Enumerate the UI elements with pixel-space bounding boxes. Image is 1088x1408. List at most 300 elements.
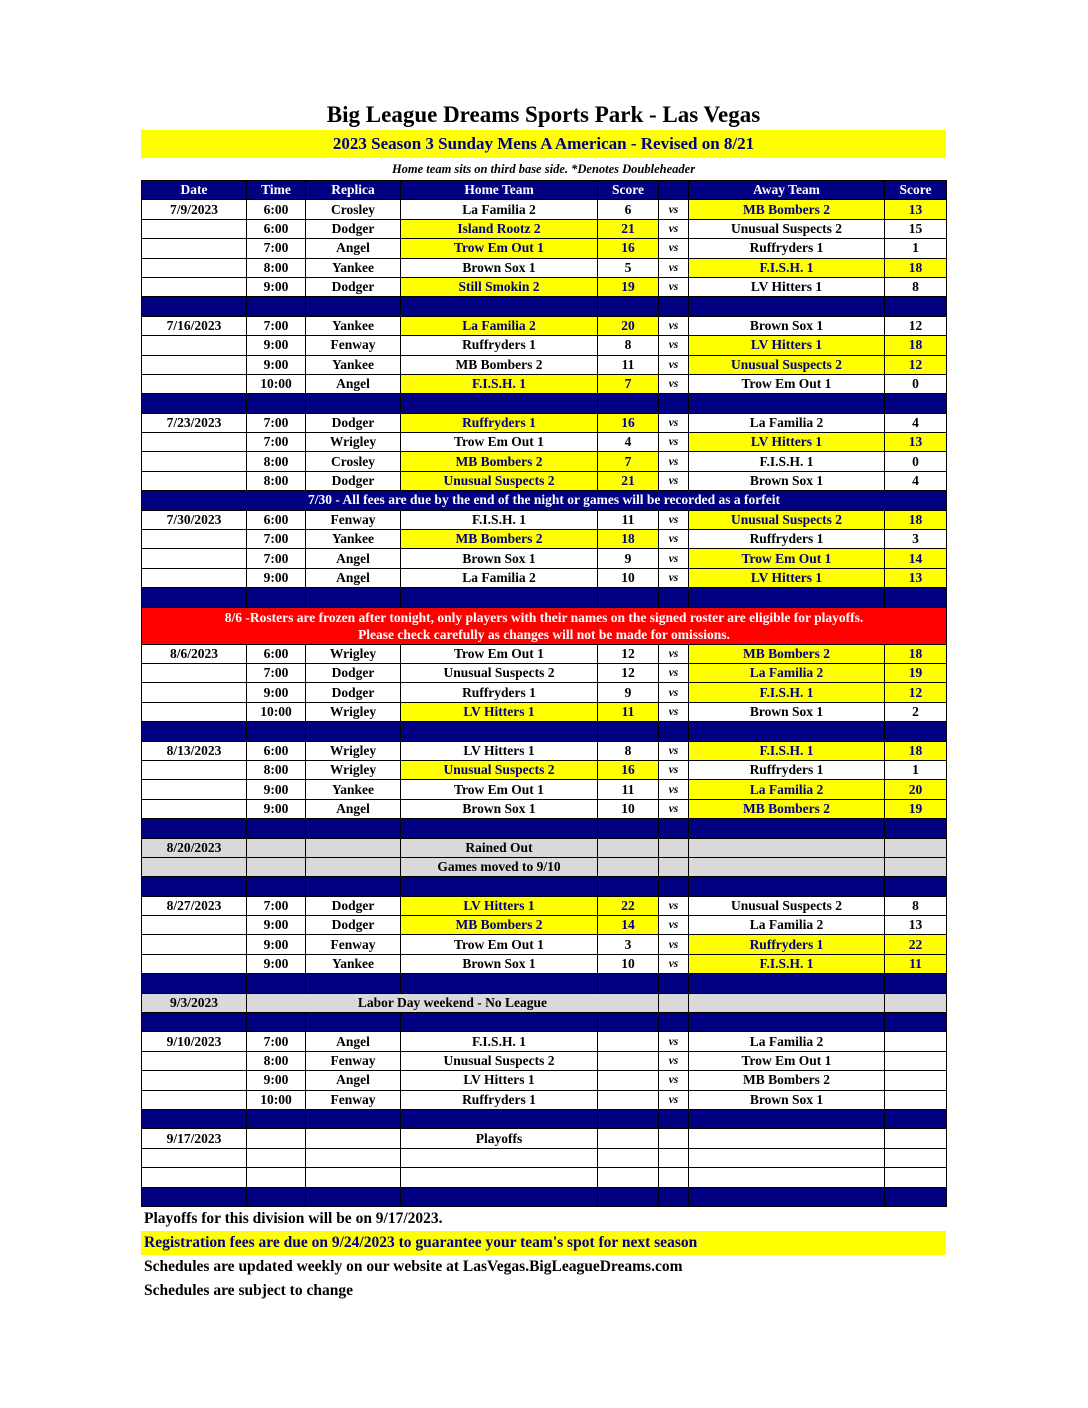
separator-cell: [247, 722, 306, 741]
separator-cell: [659, 1013, 689, 1032]
game-time: 10:00: [247, 702, 306, 721]
empty-cell: [885, 993, 947, 1012]
away-score: 18: [885, 644, 947, 663]
roster-freeze-line-2: Please check carefully as changes will not be made for omissions.: [358, 626, 730, 642]
home-team: Ruffryders 1: [401, 413, 598, 432]
game-field: Wrigley: [306, 644, 401, 663]
game-field: Fenway: [306, 1051, 401, 1070]
vs-label: vs: [659, 1051, 689, 1070]
vs-label: vs: [659, 799, 689, 818]
home-team: Brown Sox 1: [401, 954, 598, 973]
away-team: Brown Sox 1: [689, 702, 885, 721]
home-score: 10: [598, 799, 659, 818]
away-team: MB Bombers 2: [689, 644, 885, 663]
game-field: Yankee: [306, 530, 401, 549]
home-score: 7: [598, 374, 659, 393]
game-date: [142, 1071, 247, 1090]
away-score: 4: [885, 471, 947, 490]
away-team: Brown Sox 1: [689, 316, 885, 335]
separator-cell: [247, 877, 306, 896]
separator-cell: [598, 297, 659, 316]
game-row: [142, 799, 947, 818]
vs-label: vs: [659, 1032, 689, 1051]
away-team: MB Bombers 2: [689, 799, 885, 818]
empty-cell: [659, 1168, 689, 1187]
separator-cell: [598, 722, 659, 741]
away-team: Unusual Suspects 2: [689, 219, 885, 238]
away-score: [885, 1051, 947, 1070]
home-score: 9: [598, 549, 659, 568]
separator-cell: [142, 819, 247, 838]
game-row: [142, 1051, 947, 1070]
home-team: Trow Em Out 1: [401, 780, 598, 799]
game-field: Wrigley: [306, 741, 401, 760]
away-team: La Familia 2: [689, 916, 885, 935]
separator-row: [142, 1013, 947, 1032]
game-field: [306, 1148, 401, 1167]
separator-row: [142, 394, 947, 413]
home-score: 19: [598, 277, 659, 296]
game-row: [142, 1032, 947, 1051]
game-date: [142, 374, 247, 393]
separator-cell: [885, 1013, 947, 1032]
separator-cell: [142, 1109, 247, 1128]
separator-cell: [659, 1109, 689, 1128]
home-score: 10: [598, 954, 659, 973]
game-date: 8/20/2023: [142, 838, 247, 857]
home-score: 21: [598, 471, 659, 490]
game-field: Yankee: [306, 780, 401, 799]
separator-cell: [142, 588, 247, 607]
home-team: Playoffs: [401, 1129, 598, 1148]
game-date: [142, 568, 247, 587]
separator-cell: [689, 722, 885, 741]
vs-label: vs: [659, 452, 689, 471]
game-row: [142, 1071, 947, 1090]
home-score: 16: [598, 760, 659, 779]
game-date: [142, 683, 247, 702]
game-field: [306, 1168, 401, 1187]
game-date: [142, 471, 247, 490]
game-row: [142, 896, 947, 915]
home-team: Ruffryders 1: [401, 1090, 598, 1109]
away-score: 1: [885, 239, 947, 258]
separator-cell: [142, 394, 247, 413]
home-team: Brown Sox 1: [401, 799, 598, 818]
game-row: [142, 644, 947, 663]
game-field: Yankee: [306, 316, 401, 335]
home-score: [598, 1051, 659, 1070]
game-time: 7:00: [247, 896, 306, 915]
separator-cell: [247, 1013, 306, 1032]
home-score: 18: [598, 530, 659, 549]
home-score: 3: [598, 935, 659, 954]
separator-cell: [247, 974, 306, 993]
vs-label: vs: [659, 549, 689, 568]
home-score: 21: [598, 219, 659, 238]
away-score: 12: [885, 316, 947, 335]
separator-cell: [247, 1187, 306, 1206]
home-team: Unusual Suspects 2: [401, 760, 598, 779]
away-team: F.I.S.H. 1: [689, 954, 885, 973]
separator-cell: [401, 1013, 598, 1032]
vs-label: vs: [659, 336, 689, 355]
footer-notes: [141, 1207, 946, 1303]
game-row: [142, 935, 947, 954]
away-score: 20: [885, 780, 947, 799]
separator-cell: [598, 819, 659, 838]
separator-cell: [885, 877, 947, 896]
game-field: [306, 857, 401, 876]
game-time: 9:00: [247, 355, 306, 374]
away-score: 13: [885, 568, 947, 587]
table-header-row: [142, 181, 947, 200]
home-score: [598, 1032, 659, 1051]
game-row: [142, 316, 947, 335]
separator-cell: [401, 974, 598, 993]
vs-label: vs: [659, 683, 689, 702]
away-team: LV Hitters 1: [689, 277, 885, 296]
separator-cell: [401, 588, 598, 607]
vs-label: vs: [659, 568, 689, 587]
home-score: [598, 1071, 659, 1090]
away-team: Unusual Suspects 2: [689, 510, 885, 529]
game-time: 6:00: [247, 644, 306, 663]
empty-cell: [689, 857, 885, 876]
game-time: 9:00: [247, 916, 306, 935]
game-row: [142, 471, 947, 490]
vs-label: vs: [659, 413, 689, 432]
game-time: 9:00: [247, 780, 306, 799]
game-time: 9:00: [247, 799, 306, 818]
game-time: 7:00: [247, 413, 306, 432]
away-team: F.I.S.H. 1: [689, 452, 885, 471]
separator-cell: [689, 394, 885, 413]
game-time: [247, 838, 306, 857]
away-team: F.I.S.H. 1: [689, 741, 885, 760]
game-date: 9/3/2023: [142, 993, 247, 1012]
game-time: 7:00: [247, 316, 306, 335]
game-time: 9:00: [247, 954, 306, 973]
game-row: [142, 663, 947, 682]
home-score: 10: [598, 568, 659, 587]
empty-cell: [659, 857, 689, 876]
empty-cell: [598, 838, 659, 857]
fees-banner: 7/30 - All fees are due by the end of the night or games will be recorded as a forfeit: [142, 491, 947, 510]
separator-cell: [142, 877, 247, 896]
game-row: [142, 413, 947, 432]
game-field: Angel: [306, 549, 401, 568]
separator-cell: [885, 1187, 947, 1206]
away-score: 19: [885, 663, 947, 682]
separator-cell: [659, 588, 689, 607]
separator-cell: [401, 394, 598, 413]
game-time: 9:00: [247, 277, 306, 296]
home-score: 11: [598, 702, 659, 721]
vs-label: vs: [659, 433, 689, 452]
game-time: [247, 1168, 306, 1187]
home-score: 12: [598, 644, 659, 663]
game-date: [142, 355, 247, 374]
home-score: 22: [598, 896, 659, 915]
game-date: [142, 702, 247, 721]
separator-row: [142, 722, 947, 741]
vs-label: vs: [659, 760, 689, 779]
separator-cell: [401, 1187, 598, 1206]
away-team: LV Hitters 1: [689, 568, 885, 587]
game-field: Fenway: [306, 1090, 401, 1109]
vs-label: vs: [659, 896, 689, 915]
away-team: Ruffryders 1: [689, 530, 885, 549]
vs-label: vs: [659, 530, 689, 549]
separator-row: [142, 1109, 947, 1128]
separator-cell: [142, 1013, 247, 1032]
roster-freeze-line-1: 8/6 -Rosters are frozen after tonight, only players with their names on the signed roster are eligible for playoffs.: [224, 609, 864, 625]
separator-cell: [659, 394, 689, 413]
separator-cell: [659, 819, 689, 838]
home-score: 12: [598, 663, 659, 682]
game-field: Fenway: [306, 336, 401, 355]
empty-cell: [885, 1168, 947, 1187]
vs-label: vs: [659, 239, 689, 258]
game-date: [142, 336, 247, 355]
schedule-document: [141, 100, 946, 1303]
separator-cell: [247, 819, 306, 838]
game-time: 9:00: [247, 683, 306, 702]
home-score: 11: [598, 780, 659, 799]
away-score: 14: [885, 549, 947, 568]
game-time: 7:00: [247, 663, 306, 682]
separator-cell: [306, 394, 401, 413]
home-team: LV Hitters 1: [401, 741, 598, 760]
home-team-note: Home team sits on third base side. *Denotes Doubleheader: [391, 162, 696, 176]
header-replica: Replica: [306, 181, 401, 200]
away-team: Brown Sox 1: [689, 1090, 885, 1109]
game-time: 8:00: [247, 471, 306, 490]
game-row: [142, 239, 947, 258]
vs-label: vs: [659, 471, 689, 490]
game-time: 10:00: [247, 374, 306, 393]
vs-label: vs: [659, 954, 689, 973]
home-score: 6: [598, 200, 659, 219]
away-score: 8: [885, 277, 947, 296]
game-row: [142, 954, 947, 973]
vs-label: vs: [659, 644, 689, 663]
game-time: 9:00: [247, 1071, 306, 1090]
separator-cell: [142, 1187, 247, 1206]
game-date: 7/16/2023: [142, 316, 247, 335]
home-team: La Familia 2: [401, 568, 598, 587]
vs-label: vs: [659, 916, 689, 935]
separator-cell: [885, 394, 947, 413]
home-score: 11: [598, 355, 659, 374]
game-time: 9:00: [247, 336, 306, 355]
vs-label: vs: [659, 741, 689, 760]
away-team: La Familia 2: [689, 413, 885, 432]
game-row: [142, 568, 947, 587]
game-date: 7/23/2023: [142, 413, 247, 432]
game-time: 6:00: [247, 510, 306, 529]
vs-label: vs: [659, 510, 689, 529]
vs-label: vs: [659, 200, 689, 219]
game-field: Wrigley: [306, 433, 401, 452]
no-league-row: [142, 993, 947, 1012]
game-time: 7:00: [247, 433, 306, 452]
footer-line: Playoffs for this division will be on 9/17/2023.: [144, 1209, 443, 1227]
separator-cell: [306, 588, 401, 607]
game-row: [142, 780, 947, 799]
separator-cell: [401, 877, 598, 896]
away-team: Trow Em Out 1: [689, 374, 885, 393]
home-team: Unusual Suspects 2: [401, 471, 598, 490]
home-team: MB Bombers 2: [401, 916, 598, 935]
empty-cell: [689, 1168, 885, 1187]
away-team: Ruffryders 1: [689, 239, 885, 258]
separator-cell: [598, 1109, 659, 1128]
away-team: Unusual Suspects 2: [689, 896, 885, 915]
game-row: [142, 277, 947, 296]
vs-label: vs: [659, 316, 689, 335]
away-score: 2: [885, 702, 947, 721]
game-field: Dodger: [306, 277, 401, 296]
game-field: Angel: [306, 568, 401, 587]
separator-row: [142, 877, 947, 896]
roster-freeze-row: [142, 607, 947, 644]
away-team: LV Hitters 1: [689, 336, 885, 355]
away-score: 11: [885, 954, 947, 973]
empty-cell: [689, 838, 885, 857]
game-date: [142, 935, 247, 954]
game-field: Crosley: [306, 200, 401, 219]
separator-cell: [142, 722, 247, 741]
home-team: Unusual Suspects 2: [401, 663, 598, 682]
empty-cell: [659, 838, 689, 857]
separator-cell: [689, 297, 885, 316]
game-row: [142, 374, 947, 393]
rainout-row: [142, 838, 947, 857]
home-team: [401, 1168, 598, 1187]
game-date: [142, 799, 247, 818]
away-score: 13: [885, 433, 947, 452]
vs-label: vs: [659, 702, 689, 721]
vs-label: vs: [659, 1071, 689, 1090]
separator-cell: [306, 974, 401, 993]
footer-line: Registration fees are due on 9/24/2023 to guarantee your team's spot for next season: [141, 1231, 946, 1255]
separator-cell: [598, 588, 659, 607]
game-row: [142, 355, 947, 374]
game-field: Dodger: [306, 916, 401, 935]
game-date: 9/10/2023: [142, 1032, 247, 1051]
vs-label: vs: [659, 374, 689, 393]
game-time: 9:00: [247, 935, 306, 954]
separator-cell: [247, 297, 306, 316]
game-field: Angel: [306, 374, 401, 393]
game-time: [247, 857, 306, 876]
empty-cell: [885, 1129, 947, 1148]
game-row: [142, 510, 947, 529]
home-score: 16: [598, 413, 659, 432]
game-time: [247, 1129, 306, 1148]
away-score: 12: [885, 683, 947, 702]
empty-cell: [659, 1129, 689, 1148]
away-score: 22: [885, 935, 947, 954]
game-field: Angel: [306, 239, 401, 258]
game-field: Dodger: [306, 471, 401, 490]
empty-cell: [885, 1148, 947, 1167]
game-field: Yankee: [306, 355, 401, 374]
separator-cell: [598, 974, 659, 993]
game-field: Dodger: [306, 896, 401, 915]
home-team: Ruffryders 1: [401, 336, 598, 355]
game-date: [142, 530, 247, 549]
vs-label: vs: [659, 355, 689, 374]
empty-cell: [659, 1148, 689, 1167]
game-time: 8:00: [247, 760, 306, 779]
playoff-row: [142, 1168, 947, 1187]
game-field: Angel: [306, 1071, 401, 1090]
game-row: [142, 549, 947, 568]
separator-cell: [689, 1109, 885, 1128]
away-score: 15: [885, 219, 947, 238]
away-score: 18: [885, 336, 947, 355]
away-team: MB Bombers 2: [689, 1071, 885, 1090]
header-vs: [659, 181, 689, 200]
separator-cell: [689, 819, 885, 838]
game-row: [142, 433, 947, 452]
game-date: 8/27/2023: [142, 896, 247, 915]
home-team: Rained Out: [401, 838, 598, 857]
separator-cell: [885, 297, 947, 316]
game-row: [142, 336, 947, 355]
game-field: Dodger: [306, 663, 401, 682]
game-time: 7:00: [247, 1032, 306, 1051]
separator-cell: [306, 877, 401, 896]
game-field: Wrigley: [306, 702, 401, 721]
separator-cell: [306, 722, 401, 741]
separator-cell: [689, 1187, 885, 1206]
schedule-body: [142, 200, 947, 1207]
playoff-row: [142, 1129, 947, 1148]
separator-cell: [401, 297, 598, 316]
game-date: [142, 433, 247, 452]
game-field: Dodger: [306, 683, 401, 702]
game-time: 8:00: [247, 1051, 306, 1070]
rainout-row: [142, 857, 947, 876]
game-date: [142, 1051, 247, 1070]
playoff-row: [142, 1148, 947, 1167]
game-time: 6:00: [247, 741, 306, 760]
header-date: Date: [142, 181, 247, 200]
footer-line: Schedules are subject to change: [144, 1281, 353, 1299]
separator-cell: [885, 819, 947, 838]
separator-cell: [885, 1109, 947, 1128]
game-date: [142, 954, 247, 973]
game-row: [142, 1090, 947, 1109]
home-score: 20: [598, 316, 659, 335]
home-team: Ruffryders 1: [401, 683, 598, 702]
game-date: [142, 916, 247, 935]
separator-cell: [689, 1013, 885, 1032]
page-title: Big League Dreams Sports Park - Las Vegas: [326, 102, 761, 127]
home-team: Island Rootz 2: [401, 219, 598, 238]
separator-cell: [659, 974, 689, 993]
game-date: [142, 780, 247, 799]
home-score: 8: [598, 336, 659, 355]
game-row: [142, 200, 947, 219]
home-team: Brown Sox 1: [401, 258, 598, 277]
home-team: F.I.S.H. 1: [401, 1032, 598, 1051]
home-team: MB Bombers 2: [401, 530, 598, 549]
